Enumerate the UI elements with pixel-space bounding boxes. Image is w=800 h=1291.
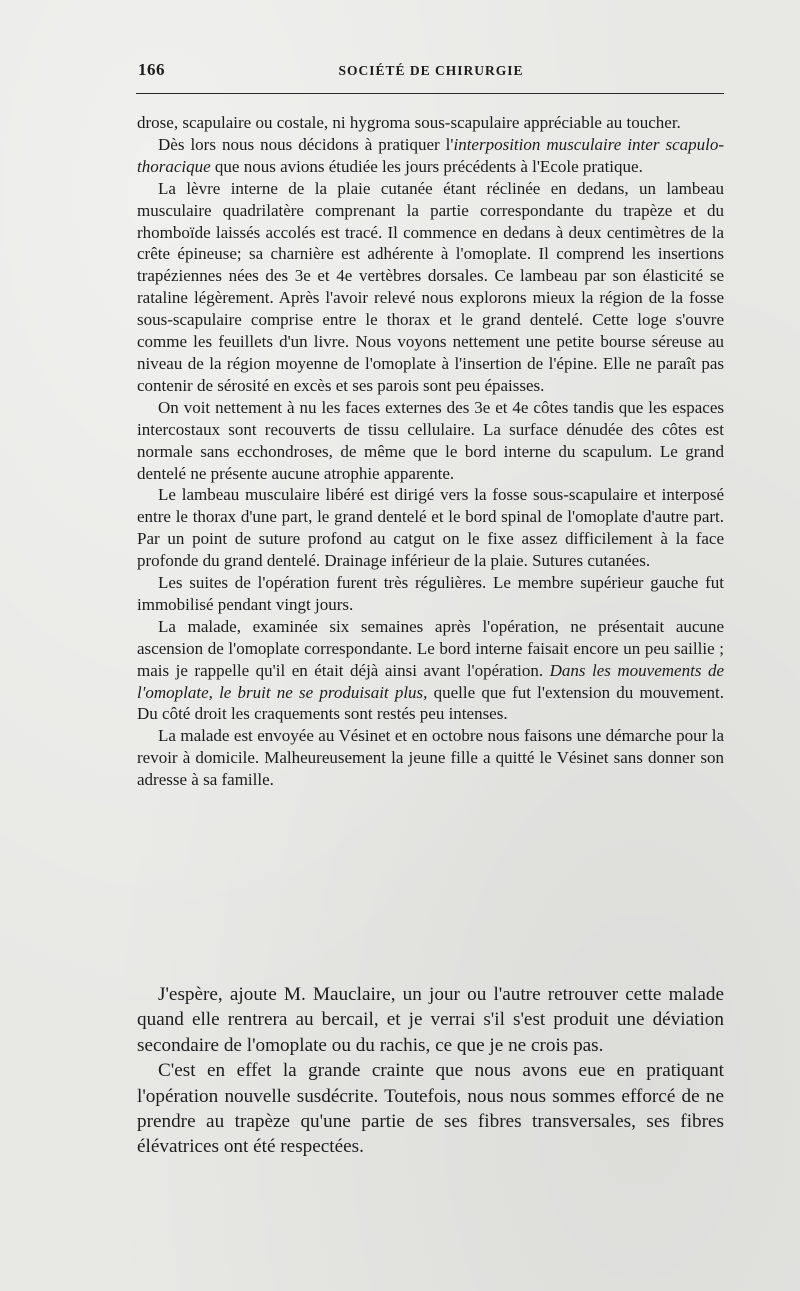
report-paragraph [137, 616, 724, 726]
report-paragraph [137, 572, 724, 616]
commentary-paragraph [137, 1058, 724, 1160]
commentary-paragraph [137, 982, 724, 1058]
report-paragraph [137, 134, 724, 178]
paragraph-text: La malade est envoyée au Vésinet et en octobre nous faisons une démarche pour la revoir à domicile. Malheureusement la jeune fille a quitté le Vésinet sans donner son adresse à sa famille. [137, 726, 724, 790]
case-report-text [137, 112, 724, 791]
page-header [138, 60, 724, 82]
paragraph-text: Dès lors nous nous décidons à pratiquer l' [158, 134, 454, 154]
paragraph-text: Le lambeau musculaire libéré est dirigé vers la fosse sous-scapulaire et interposé entre le thorax d'une part, le grand dentelé et le bord spinal de l'omoplate d'autre part. Par un point de suture profond au catgut on le fixe assez difficilement à la face profonde du grand dentelé. Drainage inférieur de la plaie. Sutures cutanées. [137, 485, 724, 571]
report-paragraph [137, 725, 724, 791]
paragraph-text: J'espère, ajoute M. Mauclaire, un jour ou l'autre retrouver cette malade quand elle rentrera au bercail, et je verrai s'il s'est produit une déviation secondaire de l'omoplate ou du rachis, ce que je ne crois pas. [137, 984, 724, 1056]
italic-text: Dans les mouvements de l'omoplate, le bruit ne se produisait plus, [137, 660, 724, 702]
report-paragraph [137, 397, 724, 485]
paragraph-text: drose, scapulaire ou costale, ni hygroma sous-scapulaire appréciable au toucher. [137, 113, 681, 132]
paragraph-text: C'est en effet la grande crainte que nous avons eue en pratiquant l'opération nouvelle susdécrite. Toutefois, nous nous sommes efforcé de ne prendre au trapèze qu'une partie de ses fibres transversales, ses fibres élévatrices ont été respectées. [137, 1060, 724, 1158]
paragraph-text: La lèvre interne de la plaie cutanée étant réclinée en dedans, un lambeau musculaire quadrilatère comprenant la partie correspondante du trapèze et du rhomboïde laissés accolés est tracé. Il commence en dedans à deux centimètres de la crête épineuse; sa charnière est adhérente à l'omoplate. Il comprend les insertions trapéziennes nées des 3e et 4e vertèbres dorsales. Ce lambeau par son élasticité se rataline légèrement. Après l'avoir relevé nous explorons mieux la région de la fosse sous-scapulaire comprise entre le thorax et le grand dentelé. Cette loge s'ouvre comme les feuillets d'un livre. Nous voyons nettement une petite bourse séreuse au niveau de la région moyenne de l'omoplate à l'insertion de l'épine. Elle ne paraît pas contenir de sérosité en excès et ses parois sont peu épaisses. [137, 178, 724, 395]
paragraph-text: La malade, examinée six semaines après l'opération, ne présentait aucune ascension de l'omoplate correspondante. Le bord interne faisait encore un peu saillie ; mais je rappelle qu'il en était déjà ainsi avant l'opération. [137, 616, 724, 680]
author-commentary-text [137, 982, 724, 1160]
header-rule [136, 93, 724, 94]
running-head: SOCIÉTÉ DE CHIRURGIE [338, 63, 524, 78]
page-number: 166 [138, 60, 165, 79]
italic-text: interposition musculaire inter scapulo-thoracique [137, 134, 724, 176]
report-paragraph [137, 178, 724, 397]
paragraph-text: On voit nettement à nu les faces externes des 3e et 4e côtes tandis que les espaces intercostaux sont recouverts de tissu cellulaire. La surface dénudée des côtes est normale sans ecchondroses, de même que le bord interne du scapulum. Le grand dentelé ne présente aucune atrophie apparente. [137, 397, 724, 483]
paragraph-text: quelle que fut l'extension du mouvement. Du côté droit les craquements sont restés peu intenses. [137, 682, 724, 724]
report-paragraph [137, 484, 724, 572]
report-paragraph [137, 112, 724, 134]
paragraph-text: Les suites de l'opération furent très régulières. Le membre supérieur gauche fut immobilisé pendant vingt jours. [137, 573, 724, 614]
paragraph-text: que nous avions étudiée les jours précédents à l'Ecole pratique. [210, 156, 643, 176]
